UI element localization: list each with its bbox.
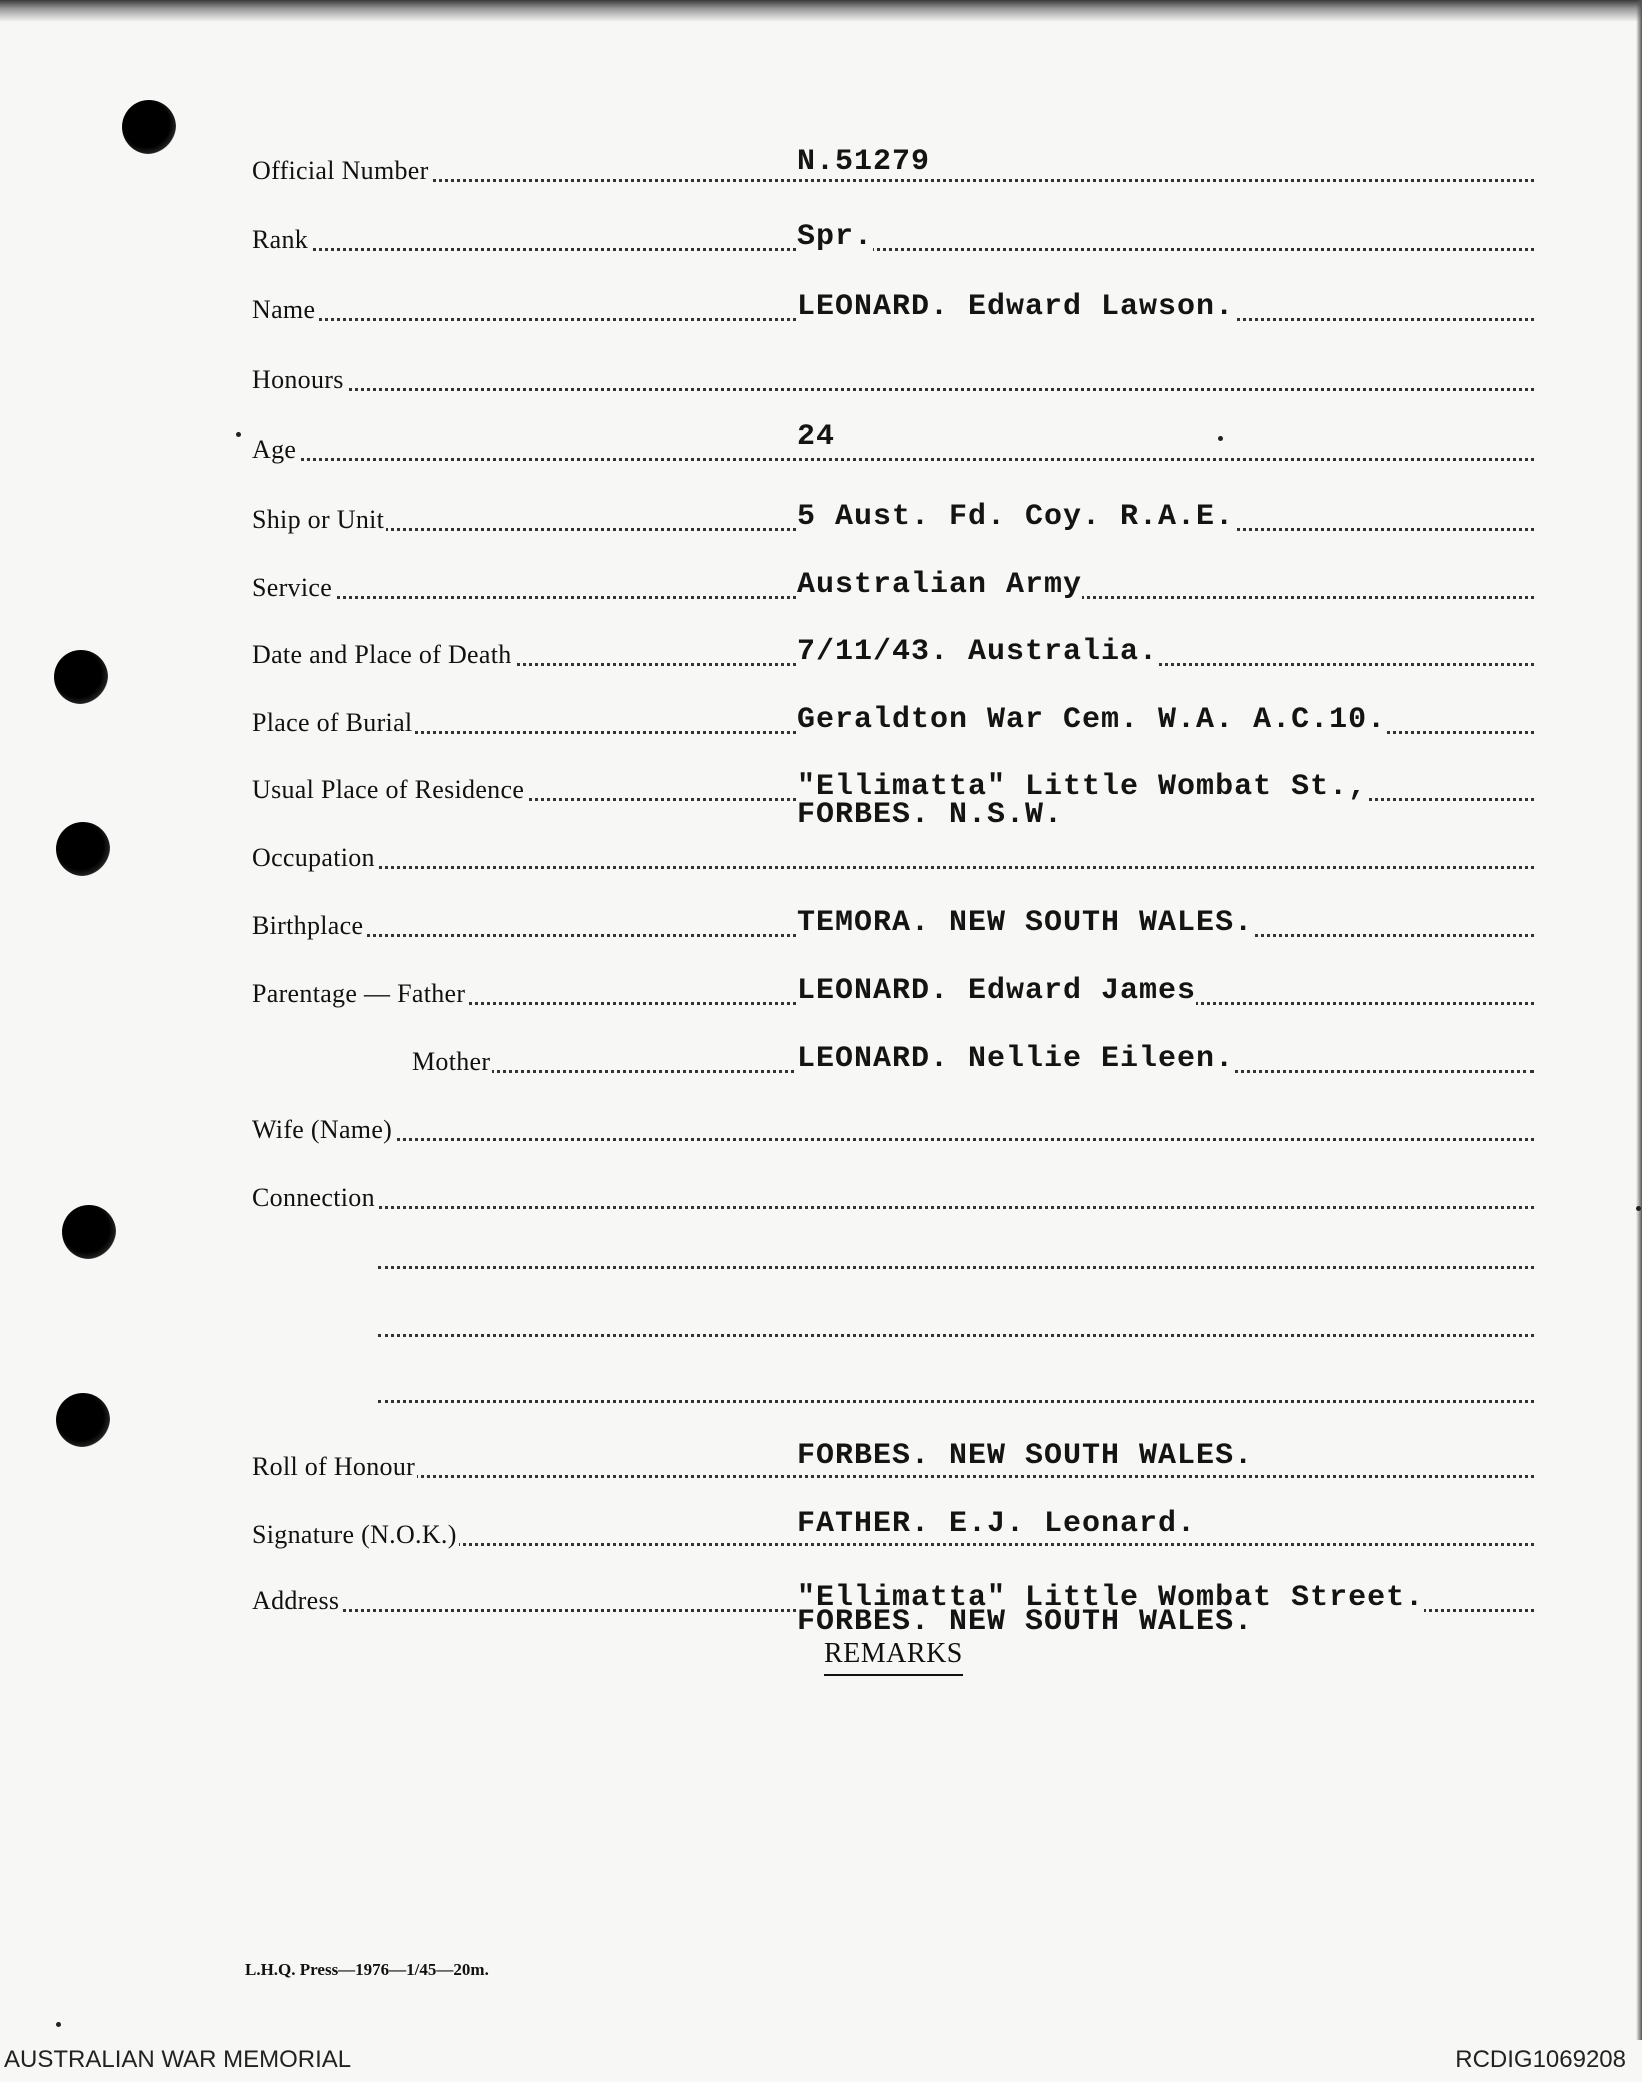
field-label: Age: [252, 435, 297, 464]
remarks-heading: REMARKS: [824, 1638, 963, 1676]
connection-extra-line: [378, 1266, 1534, 1269]
dotted-line: [252, 1475, 1534, 1478]
field-label: Birthplace: [252, 911, 364, 940]
archive-name: AUSTRALIAN WAR MEMORIAL: [4, 2046, 352, 2073]
field-wife-name: [252, 1095, 1534, 1145]
field-birthplace: [252, 891, 1534, 941]
field-value-line2: FORBES. NEW SOUTH WALES.: [797, 1605, 1254, 1639]
dotted-line: [252, 866, 1534, 869]
field-label: Name: [252, 295, 316, 324]
field-value: LEONARD. Edward Lawson.: [797, 290, 1235, 324]
field-value: LEONARD. Edward James: [797, 974, 1197, 1008]
field-value: TEMORA. NEW SOUTH WALES.: [797, 906, 1254, 940]
field-address: [252, 1566, 1534, 1639]
field-name: [252, 275, 1534, 325]
field-date-place-of-death: [252, 620, 1534, 670]
field-label: Wife (Name): [252, 1115, 393, 1144]
field-label: Address: [252, 1586, 340, 1615]
field-label: Rank: [252, 225, 309, 254]
record-id: RCDIG1069208: [1455, 2046, 1626, 2073]
field-value: FATHER. E.J. Leonard.: [797, 1507, 1197, 1541]
field-label: Mother: [412, 1047, 491, 1076]
punch-hole: [122, 100, 176, 154]
field-label: Honours: [252, 365, 344, 394]
field-usual-residence: [252, 755, 1534, 832]
field-label: Occupation: [252, 843, 375, 872]
field-label: Place of Burial: [252, 708, 413, 737]
field-value: Spr.: [797, 220, 874, 254]
field-roll-of-honour: [252, 1432, 1534, 1482]
field-place-of-burial: [252, 688, 1534, 738]
dotted-line: [252, 248, 1534, 251]
connection-extra-line: [378, 1334, 1534, 1337]
field-label: Signature (N.O.K.): [252, 1520, 457, 1549]
field-mother: [252, 1027, 1534, 1077]
field-value: LEONARD. Nellie Eileen.: [797, 1042, 1235, 1076]
field-value: N.51279: [797, 145, 931, 179]
field-label: Parentage — Father: [252, 979, 466, 1008]
field-value: 5 Aust. Fd. Coy. R.A.E.: [797, 500, 1235, 534]
field-official-number: [252, 136, 1534, 186]
scan-speck: [1636, 1206, 1641, 1211]
field-value-line2: FORBES. N.S.W.: [797, 798, 1064, 832]
scan-speck: [236, 432, 241, 437]
field-label: Connection: [252, 1183, 375, 1212]
punch-hole: [54, 650, 108, 704]
scan-speck: [56, 2022, 61, 2027]
punch-hole: [56, 1393, 110, 1447]
field-value: Australian Army: [797, 568, 1083, 602]
punch-hole: [56, 822, 110, 876]
field-connection: [252, 1163, 1534, 1213]
field-value: "Ellimatta" Little Wombat Street.: [797, 1581, 1425, 1615]
field-value: Geraldton War Cem. W.A. A.C.10.: [797, 703, 1387, 737]
field-honours: [252, 345, 1534, 395]
field-age: [252, 415, 1534, 465]
field-label: Roll of Honour: [252, 1452, 416, 1481]
scan-top-edge: [0, 0, 1642, 22]
field-value: 24: [797, 420, 836, 454]
field-value: 7/11/43. Australia.: [797, 635, 1159, 669]
dotted-line: [252, 179, 1534, 182]
dotted-line: [252, 388, 1534, 391]
field-value: "Ellimatta" Little Wombat St.,: [797, 770, 1368, 804]
field-service: [252, 553, 1534, 603]
field-label: Usual Place of Residence: [252, 775, 525, 804]
punch-hole: [62, 1205, 116, 1259]
field-label: Date and Place of Death: [252, 640, 512, 669]
dotted-line: [252, 1206, 1534, 1209]
field-label: Service: [252, 573, 333, 602]
field-signature-nok: [252, 1500, 1534, 1550]
connection-extra-line: [378, 1400, 1534, 1403]
field-label: Ship or Unit: [252, 505, 385, 534]
dotted-line: [252, 458, 1534, 461]
scan-right-edge: [1636, 0, 1642, 2040]
press-note: L.H.Q. Press—1976—1/45—20m.: [245, 1960, 489, 1979]
field-rank: [252, 205, 1534, 255]
field-label: Official Number: [252, 156, 429, 185]
field-ship-or-unit: [252, 485, 1534, 535]
field-value: FORBES. NEW SOUTH WALES.: [797, 1439, 1254, 1473]
dotted-line: [252, 1138, 1534, 1141]
field-father: [252, 959, 1534, 1009]
